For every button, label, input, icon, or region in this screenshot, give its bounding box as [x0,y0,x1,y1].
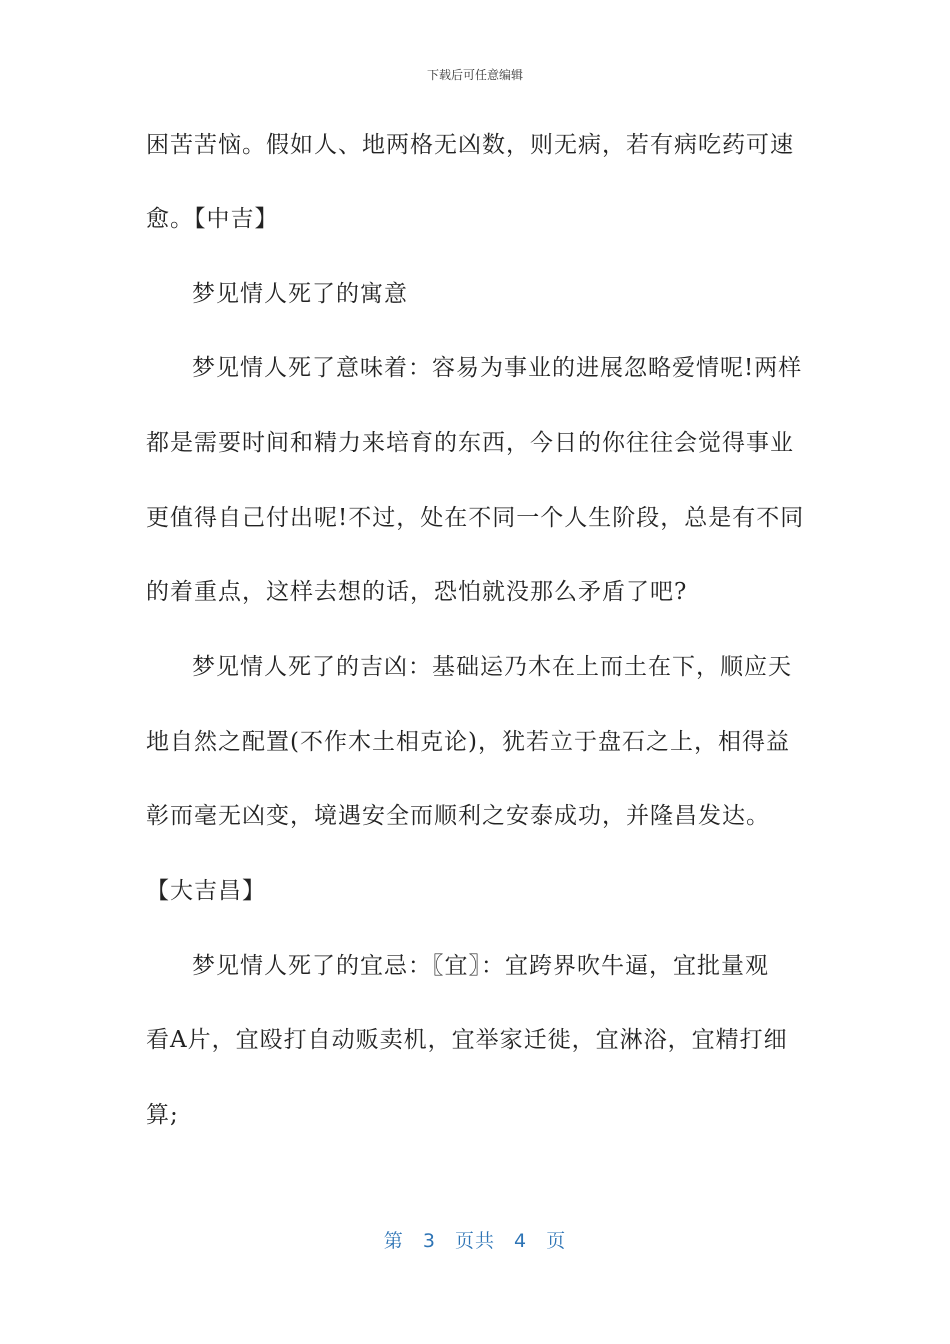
body-line-12 [146,951,769,981]
page-header: 下载后可任意编辑 [426,68,523,82]
footer-mid: 页共 [454,1230,495,1252]
body-line-1: 困苦苦恼。假如人、地两格无凶数，则无病，若有病吃药可速 [146,132,794,158]
body-line-13: 看A片，宜殴打自动贩卖机，宜举家迁徙，宜淋浴，宜精打细 [146,1027,788,1053]
heading-text: 梦见情人死了的寓意 [192,281,408,307]
body-line-6: 更值得自己付出呢!不过，处在不同一个人生阶段，总是有不同 [146,505,805,531]
body-line-8 [146,652,792,682]
body-line-4 [146,353,802,383]
page-footer [0,1226,950,1253]
footer-suffix: 页 [546,1230,567,1252]
body-line-14: 算; [146,1102,179,1128]
body-line-2: 愈。【中吉】 [146,206,279,232]
body-line-7: 的着重点，这样去想的话，恐怕就没那么矛盾了吧? [146,579,688,605]
line-text: 梦见情人死了意味着：容易为事业的进展忽略爱情呢!两样 [192,355,803,381]
section-heading-meaning [146,279,408,309]
footer-prefix: 第 [383,1230,404,1252]
body-line-11: 【大吉昌】 [146,878,266,904]
body-line-5: 都是需要时间和精力来培育的东西，今日的你往往会觉得事业 [146,430,794,456]
body-line-9: 地自然之配置(不作木土相克论)，犹若立于盘石之上，相得益 [146,729,790,755]
footer-page-number: 3 [422,1230,436,1252]
footer-total-pages: 4 [514,1230,528,1252]
line-text: 梦见情人死了的吉凶：基础运乃木在上而土在下，顺应天 [192,654,792,680]
line-text: 梦见情人死了的宜忌：〖宜〗：宜跨界吹牛逼，宜批量观 [192,953,769,979]
body-line-10: 彰而毫无凶变，境遇安全而顺利之安泰成功，并隆昌发达。 [146,803,770,829]
